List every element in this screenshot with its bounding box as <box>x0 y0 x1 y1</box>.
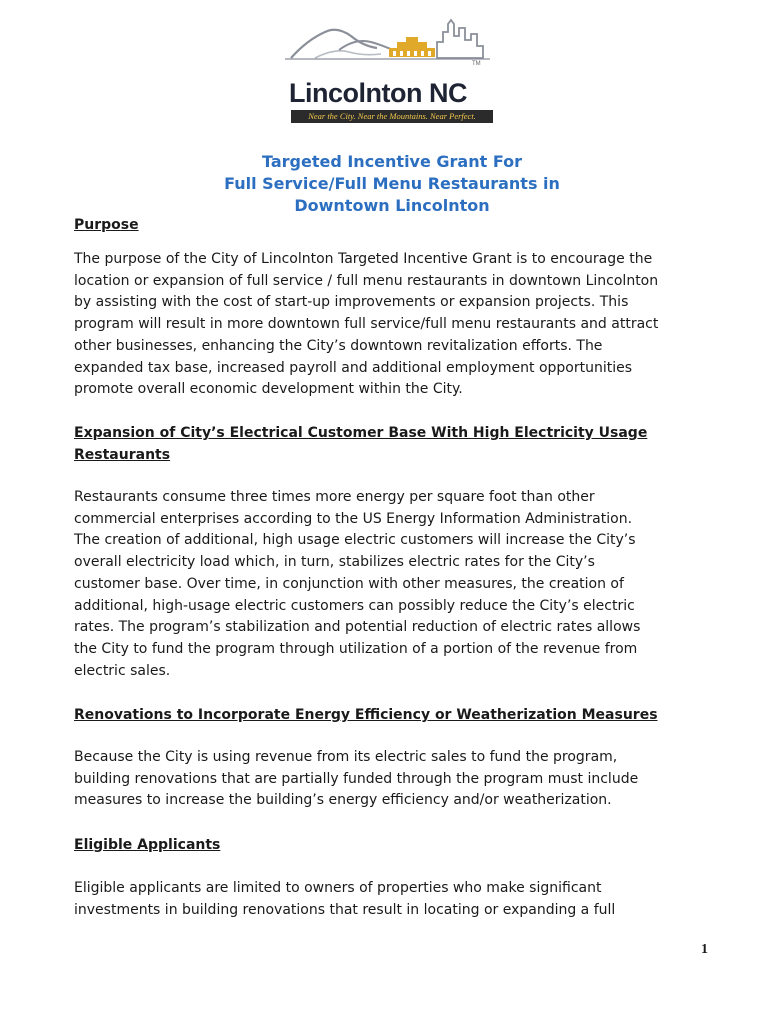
text-line: investments in building renovations that result in locating or expanding a full <box>74 901 616 918</box>
text-line: rates. The program’s stabilization and potential reduction of electric rates allows <box>74 619 641 636</box>
section-body-renovations <box>74 747 719 812</box>
text-line: The creation of additional, high usage electric customers will increase the City’s <box>74 532 636 549</box>
section-heading-renovations: Renovations to Incorporate Energy Efficiency or Weatherization Measures <box>74 707 658 723</box>
document-title <box>120 151 664 217</box>
text-line: by assisting with the cost of start-up improvements or expansion projects. This <box>74 294 629 311</box>
city-logo <box>285 18 500 121</box>
text-line: commercial enterprises according to the US Energy Information Administration. <box>74 510 633 527</box>
text-line: Because the City is using revenue from its electric sales to fund the program, <box>74 749 618 765</box>
text-line: Restaurants consume three times more energy per square foot than other <box>74 489 595 505</box>
title-line: Full Service/Full Menu Restaurants in <box>224 174 560 193</box>
text-line: customer base. Over time, in conjunction with other measures, the creation of <box>74 575 624 592</box>
text-line: additional, high-usage electric customers can possibly reduce the City’s electric <box>74 597 635 614</box>
section-heading-expansion-cont: Restaurants <box>74 447 171 463</box>
text-line: the City to fund the program through utilization of a portion of the revenue from <box>74 640 638 657</box>
text-line: electric sales. <box>74 662 171 679</box>
logo-tagline: Near the City. Near the Mountains. Near Perfect. <box>291 110 493 123</box>
section-heading-expansion: Expansion of City’s Electrical Customer Base With High Electricity Usage <box>74 425 648 441</box>
text-line: measures to increase the building’s energy efficiency and/or weatherization. <box>74 792 612 809</box>
text-line: Eligible applicants are limited to owners of properties who make significant <box>74 880 602 896</box>
text-line: other businesses, enhancing the City’s downtown revitalization efforts. The <box>74 337 603 354</box>
mountain-skyline-icon <box>285 18 500 80</box>
text-line: location or expansion of full service / full menu restaurants in downtown Lincolnton <box>74 272 659 289</box>
section-heading-eligible: Eligible Applicants <box>74 837 221 853</box>
text-line: overall electricity load which, in turn, stabilizes electric rates for the City’s <box>74 554 595 571</box>
title-line: Downtown Lincolnton <box>294 196 490 215</box>
section-body-purpose <box>74 249 719 401</box>
text-line: expanded tax base, increased payroll and additional employment opportunities <box>74 359 633 376</box>
section-heading-purpose: Purpose <box>74 217 139 233</box>
text-line: The purpose of the City of Lincolnton Targeted Incentive Grant is to encourage the <box>74 251 653 267</box>
text-line: promote overall economic development within the City. <box>74 381 463 398</box>
logo-name: Lincolnton NC <box>289 78 467 108</box>
page-number: 1 <box>701 942 708 957</box>
text-line: program will result in more downtown full service/full menu restaurants and attract <box>74 316 659 333</box>
trademark-mark: TM <box>472 61 481 67</box>
text-line: building renovations that are partially funded through the program must include <box>74 770 639 787</box>
section-body-expansion <box>74 487 719 682</box>
section-body-eligible <box>74 878 719 921</box>
title-line: Targeted Incentive Grant For <box>261 152 522 171</box>
